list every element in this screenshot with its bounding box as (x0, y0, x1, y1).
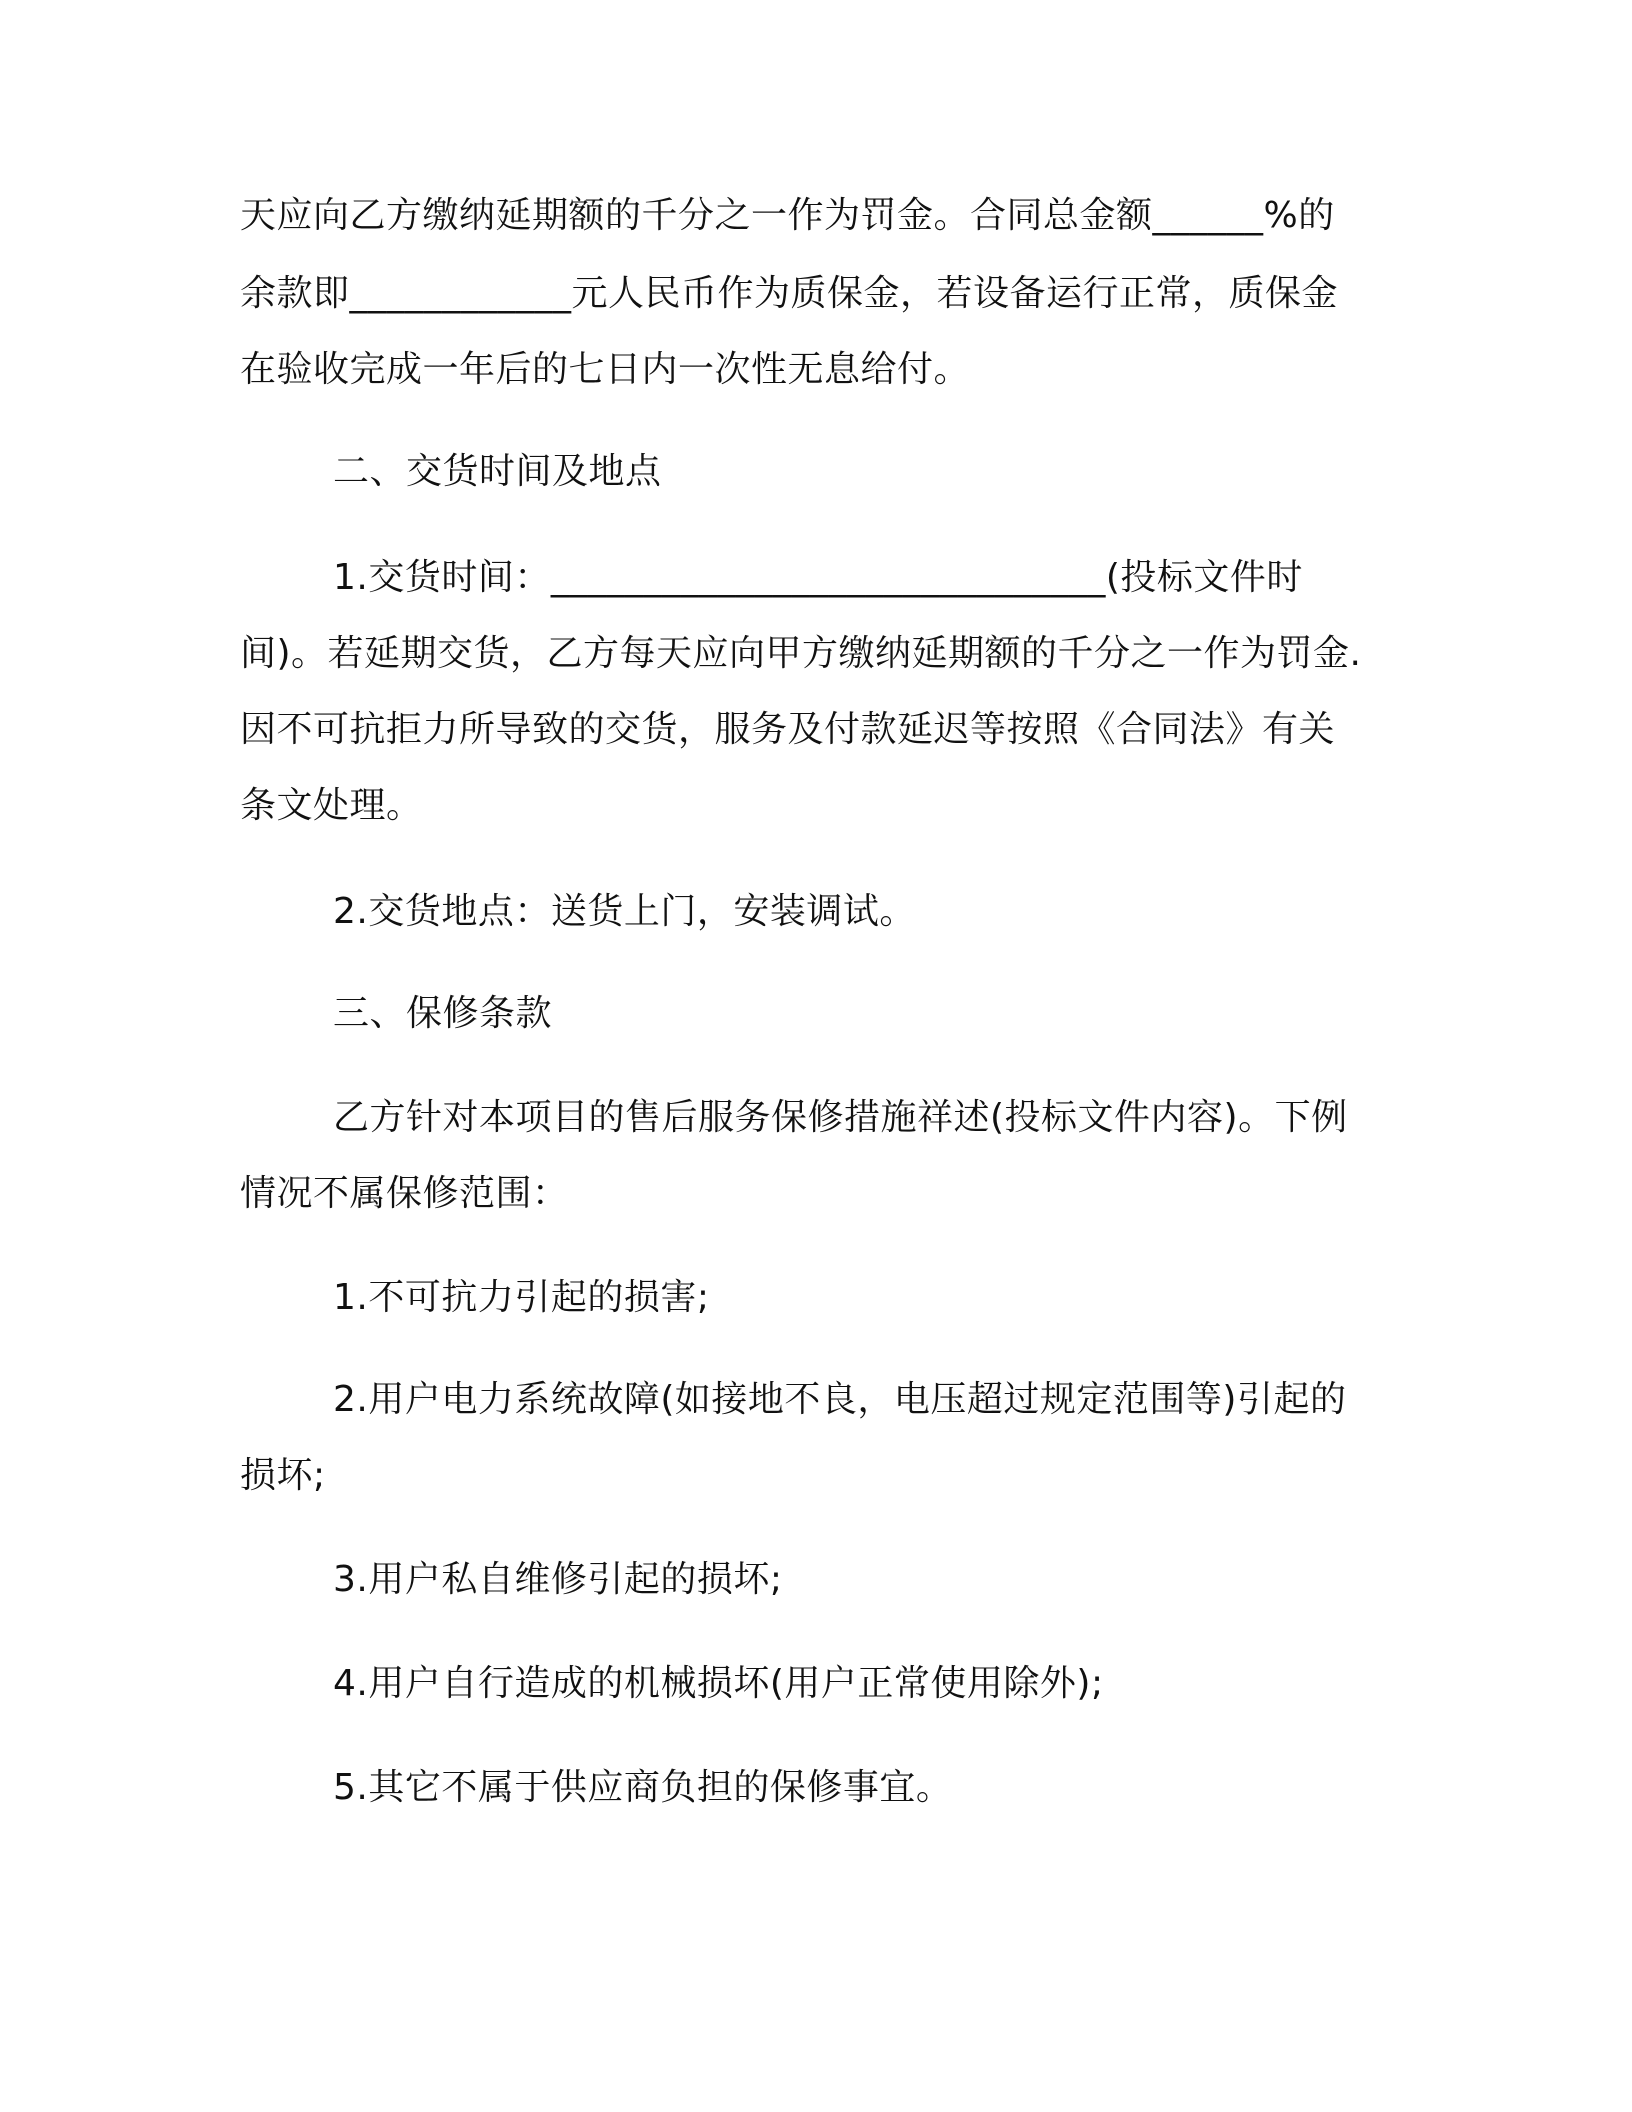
list-item: 5.其它不属于供应商负担的保修事宜。 (333, 1767, 953, 1808)
text-line: 2.交货地点：送货上门，安装调试。 (333, 891, 916, 932)
text-line: 情况不属保修范围： (240, 1173, 569, 1214)
section-heading: 三、保修条款 (333, 993, 553, 1034)
text-line: 天应向乙方缴纳延期额的千分之一作为罚金。合同总金额______%的 (240, 195, 1335, 236)
text-line: 损坏; (240, 1455, 326, 1496)
text-line: 1.交货时间：______________________________(投标文件时 (333, 557, 1303, 598)
text-line: 在验收完成一年后的七日内一次性无息给付。 (240, 349, 971, 390)
text-line: 间)。若延期交货，乙方每天应向甲方缴纳延期额的千分之一作为罚金. (240, 633, 1362, 674)
list-item: 3.用户私自维修引起的损坏; (333, 1559, 783, 1600)
text-line: 条文处理。 (240, 785, 423, 826)
text-line: 余款即____________元人民币作为质保金，若设备运行正常，质保金 (240, 273, 1339, 314)
list-item: 4.用户自行造成的机械损坏(用户正常使用除外); (333, 1663, 1104, 1704)
section-heading: 二、交货时间及地点 (333, 451, 662, 492)
text-line: 因不可抗拒力所导致的交货，服务及付款延迟等按照《合同法》有关 (240, 709, 1336, 750)
list-item: 2.用户电力系统故障(如接地不良，电压超过规定范围等)引起的 (333, 1379, 1347, 1420)
text-line: 乙方针对本项目的售后服务保修措施祥述(投标文件内容)。下例 (333, 1097, 1348, 1138)
list-item: 1.不可抗力引起的损害; (333, 1277, 710, 1318)
